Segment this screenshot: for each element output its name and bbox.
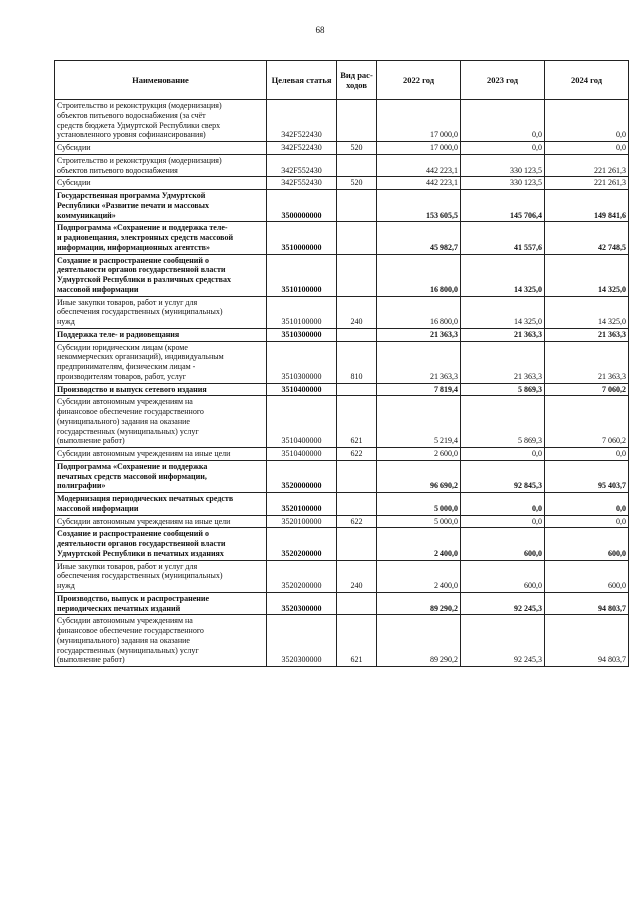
row-value-2022: 2 400,0 bbox=[377, 528, 461, 560]
row-exp-type: 520 bbox=[337, 142, 377, 155]
row-value-2024: 7 060,2 bbox=[545, 383, 629, 396]
row-value-2024: 14 325,0 bbox=[545, 254, 629, 296]
row-target-code: 3510100000 bbox=[267, 254, 337, 296]
row-value-2024: 21 363,3 bbox=[545, 341, 629, 383]
row-value-2024: 7 060,2 bbox=[545, 396, 629, 448]
row-name: Производство, выпуск и распространение периодических печатных изданий bbox=[55, 592, 267, 615]
row-name: Иные закупки товаров, работ и услуг для обеспечения государственных (муниципальных) нужд bbox=[55, 296, 267, 328]
table-row bbox=[55, 190, 629, 222]
header-exp-type: Вид рас-ходов bbox=[337, 61, 377, 100]
page-number: 68 bbox=[315, 25, 325, 35]
row-value-2024: 94 803,7 bbox=[545, 615, 629, 667]
row-exp-type bbox=[337, 528, 377, 560]
row-exp-type: 621 bbox=[337, 396, 377, 448]
row-value-2024: 42 748,5 bbox=[545, 222, 629, 254]
row-value-2022: 5 000,0 bbox=[377, 493, 461, 516]
row-exp-type bbox=[337, 154, 377, 177]
row-value-2023: 330 123,5 bbox=[461, 177, 545, 190]
row-target-code: 3510400000 bbox=[267, 383, 337, 396]
row-name: Создание и распространение сообщений о деятельности органов государственной власти Удмуртской Республики в различных средствах массовой информации bbox=[55, 254, 267, 296]
row-name: Государственная программа Удмуртской Республики «Развитие печати и массовых коммуникаций» bbox=[55, 190, 267, 222]
row-value-2023: 14 325,0 bbox=[461, 254, 545, 296]
row-exp-type bbox=[337, 460, 377, 492]
row-target-code: 342F522430 bbox=[267, 100, 337, 142]
row-value-2023: 145 706,4 bbox=[461, 190, 545, 222]
row-exp-type bbox=[337, 592, 377, 615]
budget-table bbox=[54, 60, 629, 667]
row-value-2022: 45 982,7 bbox=[377, 222, 461, 254]
row-value-2023: 330 123,5 bbox=[461, 154, 545, 177]
row-value-2023: 5 869,3 bbox=[461, 396, 545, 448]
row-value-2023: 14 325,0 bbox=[461, 296, 545, 328]
row-value-2023: 600,0 bbox=[461, 560, 545, 592]
row-value-2024: 149 841,6 bbox=[545, 190, 629, 222]
row-name: Субсидии автономным учреждениям на финансовое обеспечение государственного (муниципального) задания на оказание государственных (муниципальных) услуг (выполнение работ) bbox=[55, 396, 267, 448]
row-target-code: 3510300000 bbox=[267, 341, 337, 383]
row-value-2024: 221 261,3 bbox=[545, 177, 629, 190]
header-2024: 2024 год bbox=[545, 61, 629, 100]
table-row bbox=[55, 383, 629, 396]
row-value-2022: 153 605,5 bbox=[377, 190, 461, 222]
row-exp-type: 240 bbox=[337, 560, 377, 592]
row-value-2022: 89 290,2 bbox=[377, 615, 461, 667]
row-name: Поддержка теле- и радиовещания bbox=[55, 328, 267, 341]
table-row bbox=[55, 448, 629, 461]
row-value-2022: 21 363,3 bbox=[377, 341, 461, 383]
row-value-2024: 0,0 bbox=[545, 448, 629, 461]
row-value-2023: 92 845,3 bbox=[461, 460, 545, 492]
row-name: Подпрограмма «Сохранение и поддержка теле- и радиовещания, электронных средств массовой информации, информационных агентств» bbox=[55, 222, 267, 254]
row-target-code: 3500000000 bbox=[267, 190, 337, 222]
row-value-2022: 442 223,1 bbox=[377, 154, 461, 177]
row-value-2024: 94 803,7 bbox=[545, 592, 629, 615]
row-name: Иные закупки товаров, работ и услуг для обеспечения государственных (муниципальных) нужд bbox=[55, 560, 267, 592]
row-target-code: 3510400000 bbox=[267, 396, 337, 448]
row-exp-type bbox=[337, 383, 377, 396]
row-exp-type: 520 bbox=[337, 177, 377, 190]
row-name: Подпрограмма «Сохранение и поддержка печатных средств массовой информации, полиграфии» bbox=[55, 460, 267, 492]
table-body bbox=[55, 100, 629, 667]
row-value-2024: 0,0 bbox=[545, 493, 629, 516]
row-name: Модернизация периодических печатных средств массовой информации bbox=[55, 493, 267, 516]
table-row bbox=[55, 396, 629, 448]
row-value-2023: 5 869,3 bbox=[461, 383, 545, 396]
row-target-code: 3510000000 bbox=[267, 222, 337, 254]
row-name: Субсидии bbox=[55, 177, 267, 190]
row-target-code: 3510100000 bbox=[267, 296, 337, 328]
row-value-2024: 0,0 bbox=[545, 142, 629, 155]
row-value-2023: 0,0 bbox=[461, 448, 545, 461]
row-name: Субсидии автономным учреждениям на иные цели bbox=[55, 515, 267, 528]
row-value-2022: 89 290,2 bbox=[377, 592, 461, 615]
row-exp-type: 622 bbox=[337, 515, 377, 528]
table-row bbox=[55, 328, 629, 341]
row-target-code: 3520300000 bbox=[267, 592, 337, 615]
table-row bbox=[55, 592, 629, 615]
row-exp-type: 810 bbox=[337, 341, 377, 383]
row-exp-type bbox=[337, 190, 377, 222]
row-name: Субсидии юридическим лицам (кроме некоммерческих организаций), индивидуальным предпринимателям, физическим лицам - производителям товаров, работ, услуг bbox=[55, 341, 267, 383]
header-2022: 2022 год bbox=[377, 61, 461, 100]
row-value-2024: 600,0 bbox=[545, 560, 629, 592]
row-target-code: 3510300000 bbox=[267, 328, 337, 341]
row-exp-type: 240 bbox=[337, 296, 377, 328]
table-row bbox=[55, 142, 629, 155]
row-target-code: 3520100000 bbox=[267, 493, 337, 516]
row-value-2024: 0,0 bbox=[545, 100, 629, 142]
table-row bbox=[55, 254, 629, 296]
row-name: Субсидии bbox=[55, 142, 267, 155]
table-row bbox=[55, 154, 629, 177]
row-value-2022: 16 800,0 bbox=[377, 296, 461, 328]
row-target-code: 342F522430 bbox=[267, 142, 337, 155]
table-row bbox=[55, 460, 629, 492]
row-value-2022: 96 690,2 bbox=[377, 460, 461, 492]
row-value-2024: 95 403,7 bbox=[545, 460, 629, 492]
row-value-2023: 600,0 bbox=[461, 528, 545, 560]
table-row bbox=[55, 528, 629, 560]
header-target: Целевая статья bbox=[267, 61, 337, 100]
row-exp-type: 622 bbox=[337, 448, 377, 461]
row-exp-type bbox=[337, 328, 377, 341]
row-exp-type bbox=[337, 254, 377, 296]
header-name: Наименование bbox=[55, 61, 267, 100]
row-value-2023: 0,0 bbox=[461, 515, 545, 528]
row-value-2022: 7 819,4 bbox=[377, 383, 461, 396]
row-value-2022: 16 800,0 bbox=[377, 254, 461, 296]
row-target-code: 3520100000 bbox=[267, 515, 337, 528]
table-row bbox=[55, 615, 629, 667]
row-exp-type bbox=[337, 222, 377, 254]
row-value-2022: 2 600,0 bbox=[377, 448, 461, 461]
row-value-2024: 21 363,3 bbox=[545, 328, 629, 341]
row-value-2022: 5 219,4 bbox=[377, 396, 461, 448]
row-value-2024: 0,0 bbox=[545, 515, 629, 528]
row-target-code: 3520000000 bbox=[267, 460, 337, 492]
row-value-2024: 14 325,0 bbox=[545, 296, 629, 328]
table-row bbox=[55, 100, 629, 142]
row-target-code: 3520200000 bbox=[267, 560, 337, 592]
header-2023: 2023 год bbox=[461, 61, 545, 100]
row-value-2023: 0,0 bbox=[461, 493, 545, 516]
row-value-2023: 0,0 bbox=[461, 100, 545, 142]
row-exp-type bbox=[337, 100, 377, 142]
table-row bbox=[55, 341, 629, 383]
row-value-2023: 92 245,3 bbox=[461, 592, 545, 615]
row-value-2024: 600,0 bbox=[545, 528, 629, 560]
table-row bbox=[55, 177, 629, 190]
table-row bbox=[55, 296, 629, 328]
row-value-2022: 442 223,1 bbox=[377, 177, 461, 190]
table-row bbox=[55, 222, 629, 254]
row-value-2022: 2 400,0 bbox=[377, 560, 461, 592]
row-value-2022: 5 000,0 bbox=[377, 515, 461, 528]
row-value-2023: 21 363,3 bbox=[461, 341, 545, 383]
row-exp-type bbox=[337, 493, 377, 516]
row-value-2023: 0,0 bbox=[461, 142, 545, 155]
row-name: Производство и выпуск сетевого издания bbox=[55, 383, 267, 396]
row-name: Строительство и реконструкция (модернизация) объектов питьевого водоснабжения (за счёт средств бюджета Удмуртской Республики сверх установленного уровня софинансирования) bbox=[55, 100, 267, 142]
row-name: Субсидии автономным учреждениям на финансовое обеспечение государственного (муниципального) задания на оказание государственных (муниципальных) услуг (выполнение работ) bbox=[55, 615, 267, 667]
row-name: Субсидии автономным учреждениям на иные цели bbox=[55, 448, 267, 461]
row-name: Строительство и реконструкция (модернизация) объектов питьевого водоснабжения bbox=[55, 154, 267, 177]
row-value-2022: 17 000,0 bbox=[377, 142, 461, 155]
row-target-code: 3520200000 bbox=[267, 528, 337, 560]
row-target-code: 342F552430 bbox=[267, 154, 337, 177]
row-value-2023: 92 245,3 bbox=[461, 615, 545, 667]
table-header-row bbox=[55, 61, 629, 100]
row-exp-type: 621 bbox=[337, 615, 377, 667]
row-value-2024: 221 261,3 bbox=[545, 154, 629, 177]
table-row bbox=[55, 560, 629, 592]
row-name: Создание и распространение сообщений о деятельности органов государственной власти Удмуртской Республики в печатных изданиях bbox=[55, 528, 267, 560]
table-row bbox=[55, 493, 629, 516]
row-value-2022: 21 363,3 bbox=[377, 328, 461, 341]
row-target-code: 3520300000 bbox=[267, 615, 337, 667]
row-value-2023: 41 557,6 bbox=[461, 222, 545, 254]
table-row bbox=[55, 515, 629, 528]
row-value-2023: 21 363,3 bbox=[461, 328, 545, 341]
row-value-2022: 17 000,0 bbox=[377, 100, 461, 142]
row-target-code: 3510400000 bbox=[267, 448, 337, 461]
row-target-code: 342F552430 bbox=[267, 177, 337, 190]
